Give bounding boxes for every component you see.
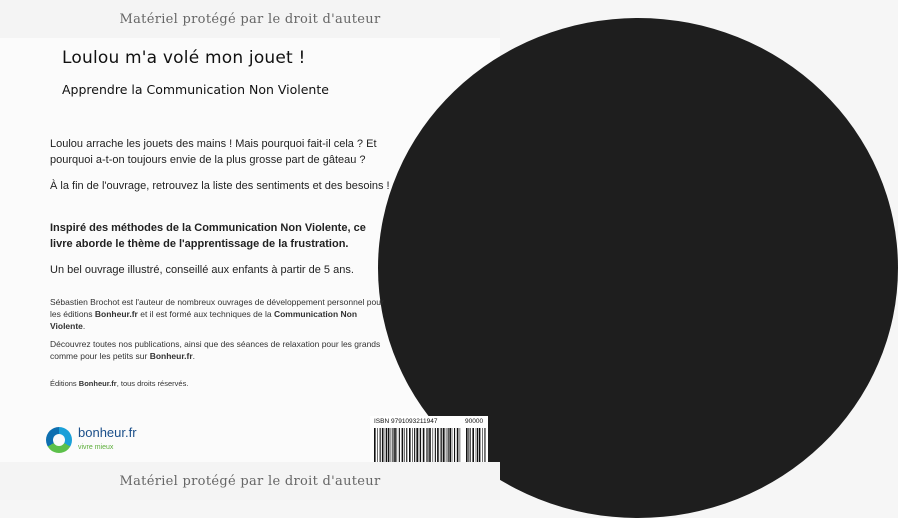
blurb-paragraph-1: Loulou arrache les jouets des mains ! Mais pourquoi fait-il cela ? Et pourquoi a-t-on toujours envie de la plus grosse part de gâteau ? <box>50 138 377 166</box>
blurb-paragraph-3: Inspiré des méthodes de la Communication Non Violente, ce livre aborde le thème de l'apprentissage de la frustration. <box>50 222 366 250</box>
book-subtitle: Apprendre la Communication Non Violente <box>62 82 329 97</box>
discover-text: Découvrez toutes nos publications, ainsi que des séances de relaxation pour les grands comme pour les petits sur Bonheur.fr. <box>50 339 381 361</box>
blurb-paragraph-4: Un bel ouvrage illustré, conseillé aux enfants à partir de 5 ans. <box>50 264 354 276</box>
back-cover <box>0 38 500 462</box>
logo-ring-icon <box>46 427 72 453</box>
price-code: 90000 <box>465 418 484 425</box>
rights-text: Éditions Bonheur.fr, tous droits réservés. <box>50 379 189 388</box>
logo-name: bonheur.fr <box>78 425 137 440</box>
publisher-logo <box>46 426 137 454</box>
isbn-label: ISBN 9791093211947 <box>374 418 438 425</box>
book-title: Loulou m'a volé mon jouet ! <box>62 48 306 68</box>
blurb-paragraph-2: À la fin de l'ouvrage, retrouvez la liste des sentiments et des besoins ! <box>50 180 390 192</box>
author-bio: Sébastien Brochot est l'auteur de nombreux ouvrages de développement personnel pour les éditions Bonheur.fr et il est formé aux techniques de la Communication Non Violente. <box>50 297 384 331</box>
copyright-banner-top <box>0 0 500 38</box>
copyright-text-top: Matériel protégé par le droit d'auteur <box>119 11 381 27</box>
copyright-banner-bottom <box>0 462 500 500</box>
copyright-text-bottom: Matériel protégé par le droit d'auteur <box>119 473 381 489</box>
logo-tagline: vivre mieux <box>78 444 114 451</box>
